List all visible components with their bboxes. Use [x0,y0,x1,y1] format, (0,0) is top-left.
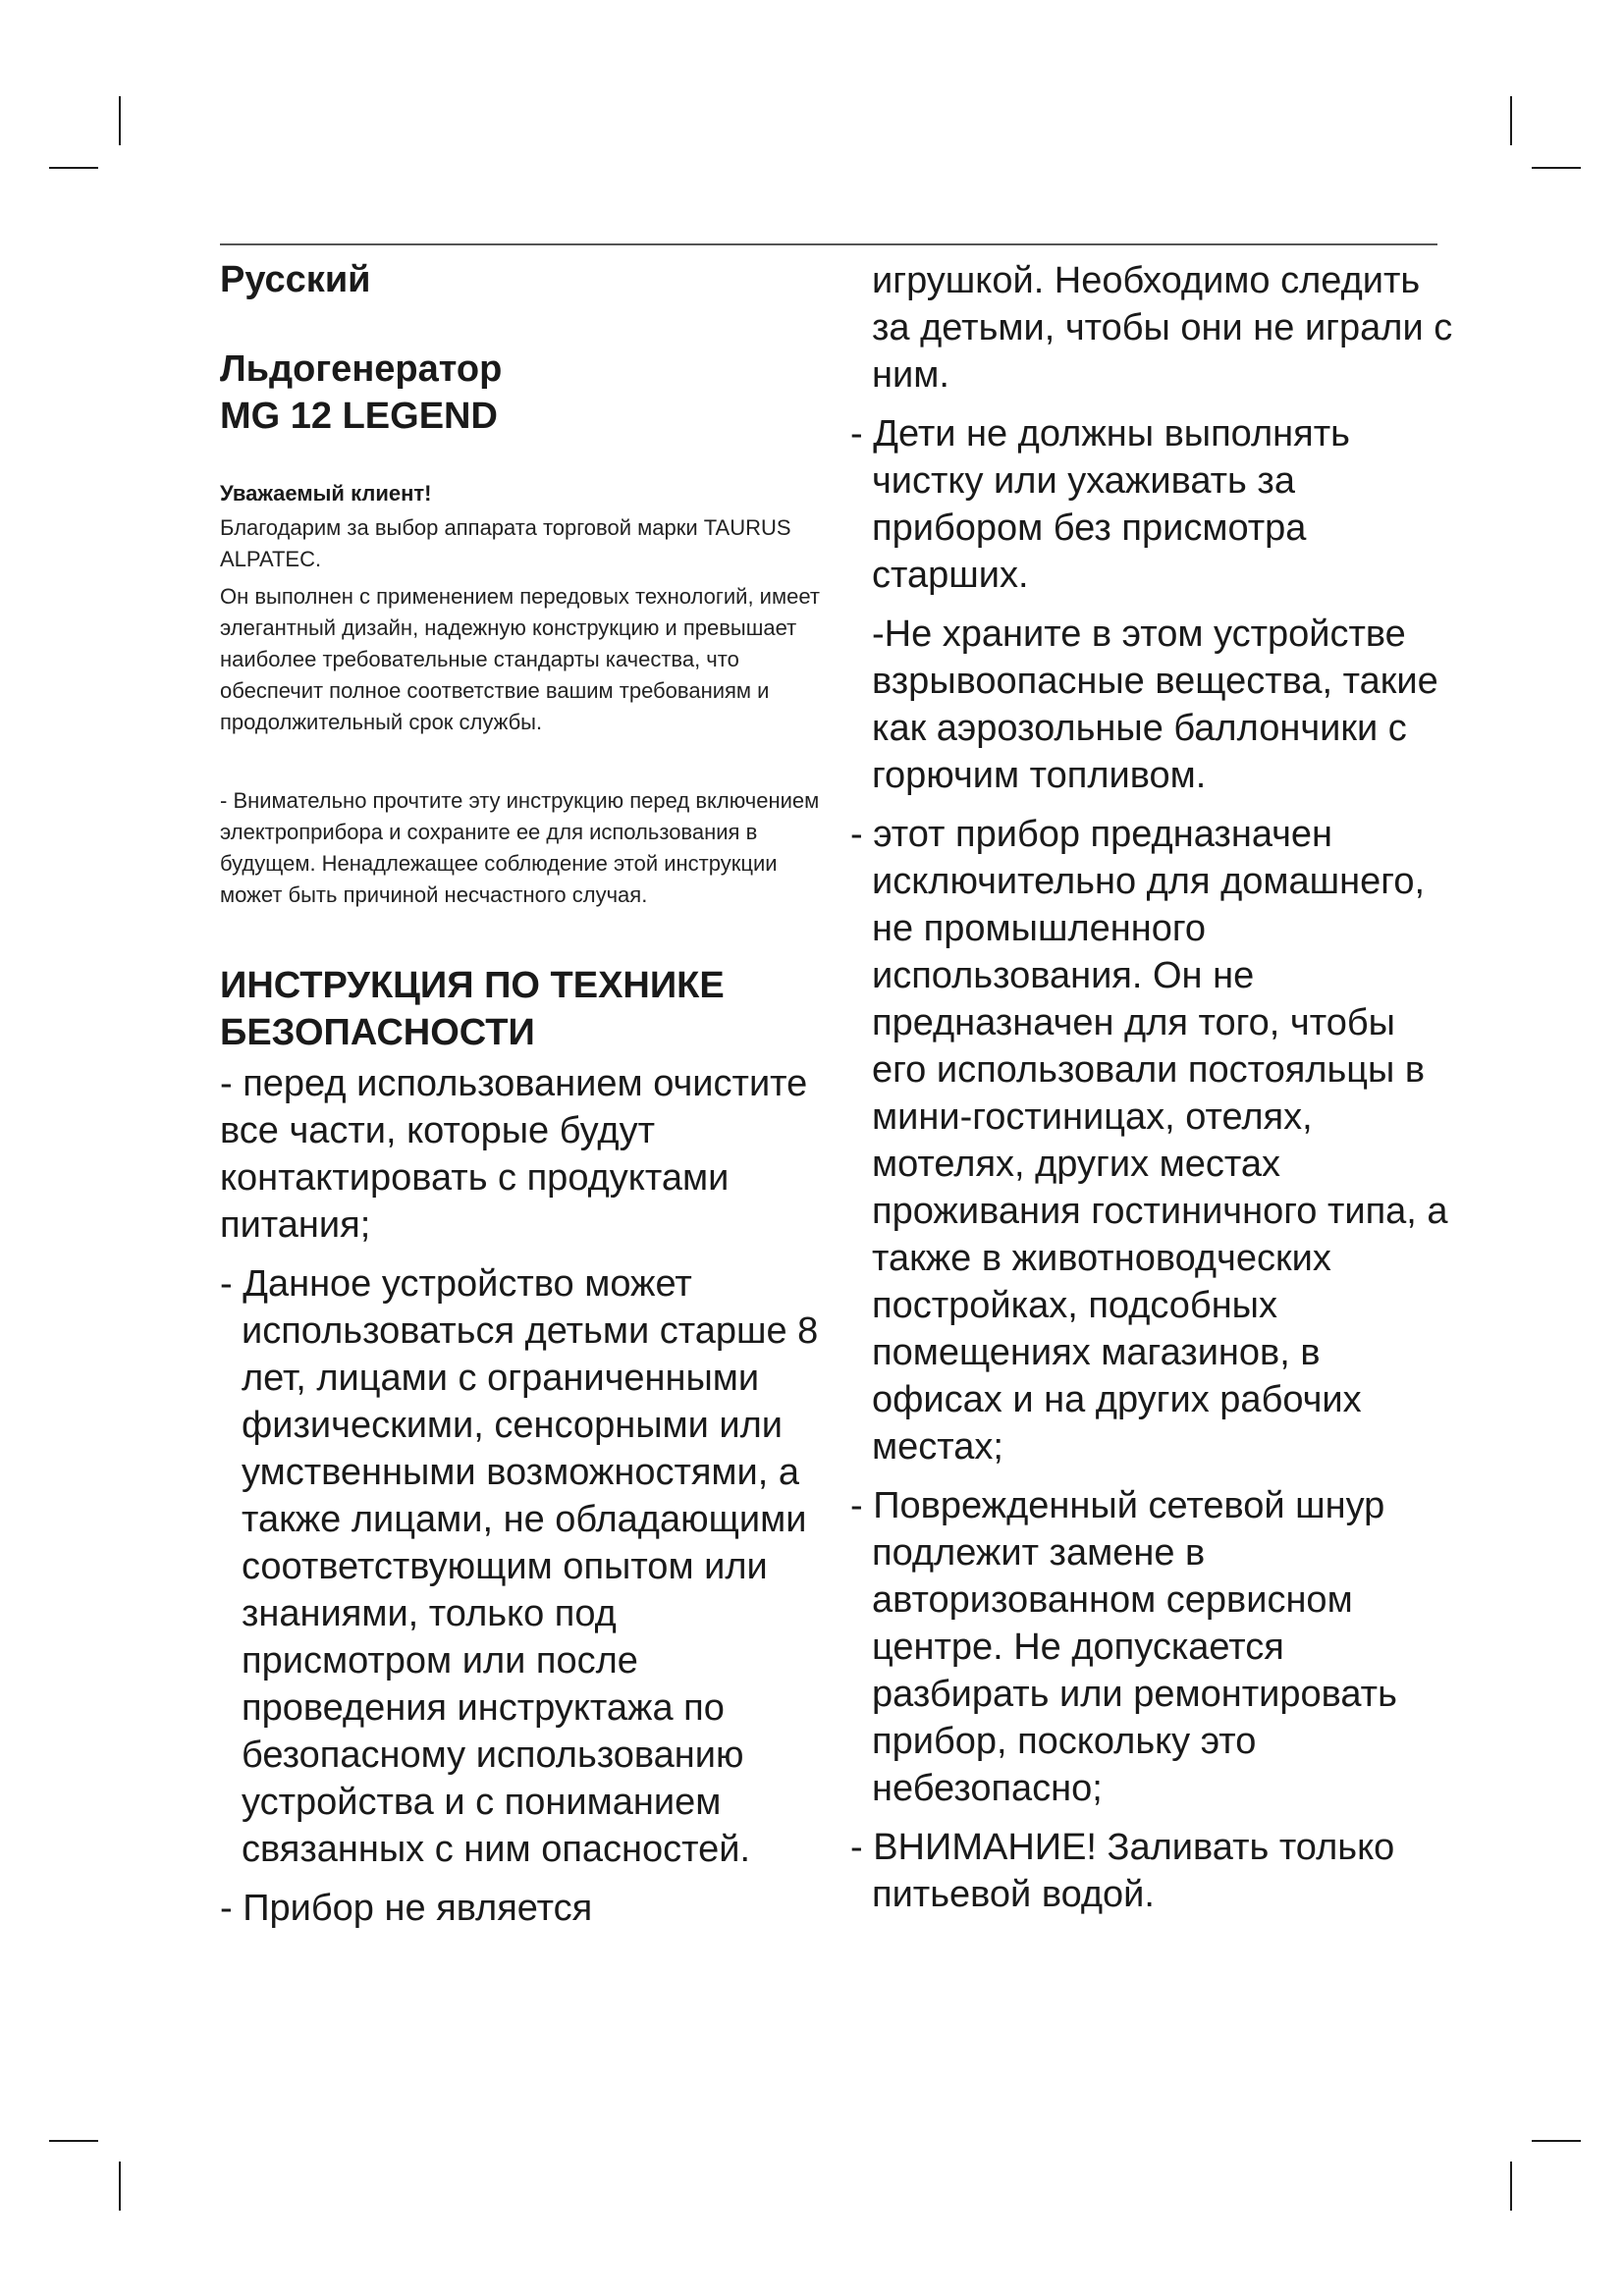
header-rule [220,243,1437,245]
safety-item: - ВНИМАНИЕ! Заливать только питьевой водой. [850,1827,1395,1915]
crop-mark [49,2140,98,2142]
safety-item: - Данное устройство может использоваться детьми старше 8 лет, лицами с ограниченными физическими, сенсорными или умственными возможностями, а также лицами, не обладающими соответствующим опытом или знаниями, только под присмотром или после проведения инструктажа по безопасному использованию устройства и с пониманием связанных с ним опасностей. [220,1263,819,1870]
intro-paragraph-3: - Внимательно прочтите эту инструкцию перед включением электроприбора и сохраните ее для использования в будущем. Ненадлежащее соблюдение этой инструкции может быть причиной несчастного случая. [220,788,820,907]
safety-item: - Дети не должны выполнять чистку или ухаживать за прибором без присмотра старших. [850,413,1350,596]
intro-paragraph-2: Он выполнен с применением передовых технологий, имеет элегантный дизайн, надежную конструкцию и превышает наиболее требовательные стандарты качества, что обеспечит полное соответствие вашим требованиям и продолжительный срок службы. [220,584,820,734]
crop-mark [119,96,121,145]
crop-mark [1532,2140,1581,2142]
safety-item: - Поврежденный сетевой шнур подлежит замене в авторизованном сервисном центре. Не допускается разбирать или ремонтировать прибор, поскольку это небезопасно; [850,1485,1397,1809]
crop-mark [119,2162,121,2211]
left-column [220,257,829,1944]
safety-item-continued: игрушкой. Необходимо следить за детьми, чтобы они не играли с ним. [872,260,1453,396]
crop-mark [1532,167,1581,169]
intro-paragraph-1: Благодарим за выбор аппарата торговой марки TAURUS ALPATEC. [220,515,791,571]
crop-mark [1510,96,1512,145]
safety-item: -Не храните в этом устройстве взрывоопасные вещества, такие как аэрозольные баллончики с горючим топливом. [872,614,1438,796]
crop-mark [1510,2162,1512,2211]
greeting: Уважаемый клиент! [220,481,432,506]
crop-mark [49,167,98,169]
product-title [220,346,829,440]
product-model: MG 12 LEGEND [220,396,498,437]
safety-item: - Прибор не является [220,1888,593,1929]
safety-section-title: ИНСТРУКЦИЯ ПО ТЕХНИКЕ БЕЗОПАСНОСТИ [220,965,725,1053]
right-column [850,257,1459,1930]
safety-item: - этот прибор предназначен исключительно для домашнего, не промышленного использования. Он не предназначен для того, чтобы его использовали постояльцы в мини-гостиницах, отелях, мотелях, других местах проживания гостиничного типа, а также в животноводческих постройках, подсобных помещениях магазинов, в офисах и на других рабочих местах; [850,814,1448,1468]
safety-item: - перед использованием очистите все части, которые будут контактировать с продуктами питания; [220,1063,808,1246]
product-name: Льдогенератор [220,348,503,390]
language-heading: Русский [220,259,371,300]
